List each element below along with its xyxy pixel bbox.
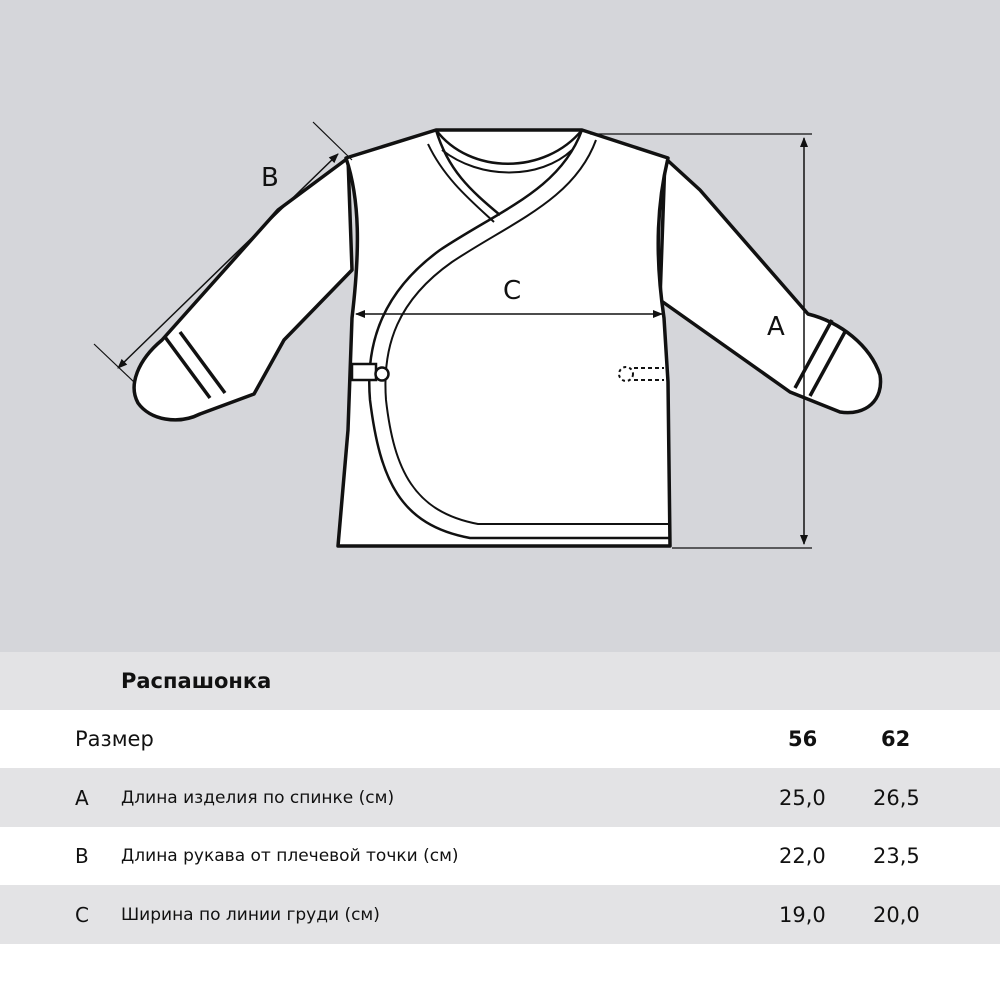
dimension-label-c: C [503,276,522,306]
row-value-56: 22,0 [779,844,826,868]
row-value-62: 26,5 [873,785,920,810]
row-value-56: 25,0 [779,785,826,810]
dimension-label-b: B [261,163,279,193]
row-letter: B [75,844,89,868]
garment-body [338,130,670,546]
right-sleeve [660,158,881,413]
row-value-62: 23,5 [873,844,920,868]
table-title-row [0,652,1000,710]
left-sleeve [134,158,352,420]
row-description: Длина рукава от плечевой точки (см) [121,846,459,866]
row-value-62: 20,0 [873,902,920,927]
row-value-56: 19,0 [779,902,826,927]
size-header-56: 56 [788,727,818,751]
row-description: Длина изделия по спинке (см) [121,787,395,808]
table-row [0,885,1000,944]
row-letter: C [75,902,89,927]
left-snap [376,368,389,381]
size-header-label: Размер [75,727,154,751]
size-header-62: 62 [881,727,911,751]
table-header-row [0,710,1000,768]
dimension-label-a: A [767,312,785,342]
row-description: Ширина по линии груди (см) [121,904,380,925]
table-row [0,827,1000,885]
table-row [0,768,1000,827]
left-tie [352,364,376,380]
row-letter: A [75,785,89,810]
table-title: Распашонка [121,669,272,693]
